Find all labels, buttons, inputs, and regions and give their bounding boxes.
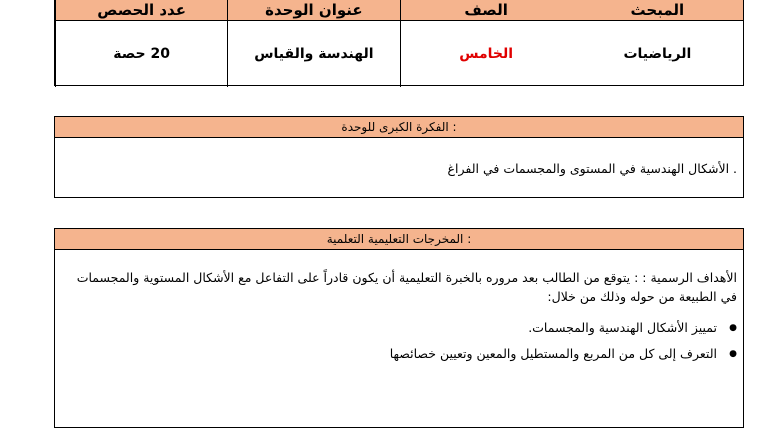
big-idea-text: . الأشكال الهندسية في المستوى والمجسمات في الفراغ: [447, 161, 737, 176]
big-idea-title: الفكرة الكبرى للوحدة :: [55, 117, 743, 138]
header-lesson-count: عدد الحصص: [55, 0, 227, 20]
header-subject: المبحث: [630, 0, 685, 19]
big-idea-box: [54, 116, 744, 198]
learning-outcomes-box: [54, 228, 744, 428]
header-unit-title: عنوان الوحدة: [227, 0, 399, 20]
value-unit-title: الهندسة والقياس: [227, 21, 399, 87]
list-item: ● التعرف إلى كل من المربع والمستطيل والمعين وتعيين خصائصها: [55, 346, 717, 362]
list-item: ● تمييز الأشكال الهندسية والمجسمات.: [55, 320, 717, 336]
table-data-row: [55, 21, 743, 87]
header-grade: الصف: [400, 0, 572, 20]
table-header-row: [55, 0, 743, 21]
value-subject: الرياضيات: [623, 46, 692, 62]
outcomes-paragraph: الأهداف الرسمية : : يتوقع من الطالب بعد مروره بالخبرة التعليمية أن يكون قادراً على التفاعل مع الأشكال المستوية والمجسمات في الطبيعة من حوله وذلك من خلال:: [76, 270, 737, 304]
value-lesson-count: 20 حصة: [55, 21, 227, 87]
outcomes-title: المخرجات التعليمية التعلمية :: [55, 229, 743, 250]
outcomes-list: [55, 320, 743, 362]
value-grade: الخامس: [400, 21, 572, 87]
unit-info-table: [54, 0, 744, 86]
